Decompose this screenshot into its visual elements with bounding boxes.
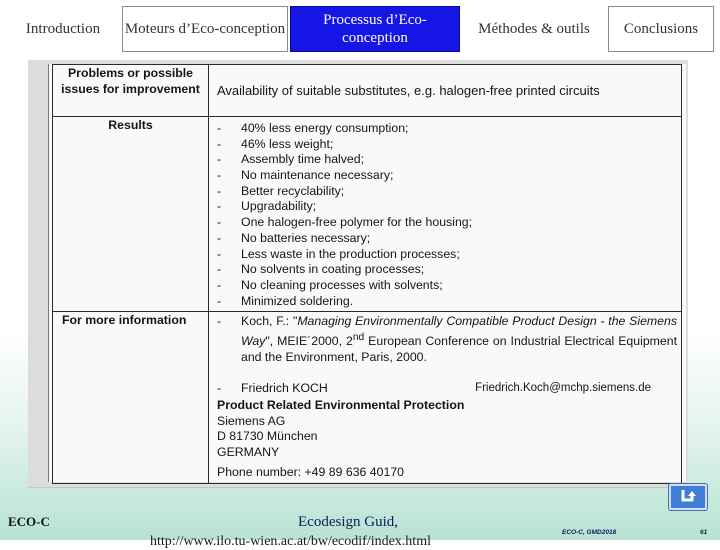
more-info-cell <box>209 312 682 483</box>
nav-conclusions[interactable]: Conclusions <box>608 6 714 52</box>
address-city: D 81730 München <box>217 429 318 444</box>
nav-methodes[interactable]: Méthodes & outils <box>478 21 590 37</box>
results-cell <box>209 117 682 312</box>
list-item: - No cleaning processes with solvents; <box>217 278 677 294</box>
list-item: - Better recyclability; <box>217 184 677 200</box>
list-item: - No solvents in coating processes; <box>217 262 677 278</box>
footer-logo-text: ECO-C <box>8 514 50 529</box>
contact-email: Friedrich.Koch@mchp.siemens.de <box>475 381 651 394</box>
contact-name: Friedrich KOCH <box>241 380 328 395</box>
list-item: - 46% less weight; <box>217 137 677 153</box>
reference-title: Managing Environmentally Compatible Product Design - the Siemens Way <box>241 314 678 349</box>
footer-source-url[interactable]: http://www.ilo.tu-wien.ac.at/bw/ecodif/index.html <box>150 534 431 549</box>
contact-address <box>217 398 677 481</box>
footer-source-title: Ecodesign Guid, <box>298 514 398 530</box>
results-list <box>217 119 677 309</box>
reference-citation: - Koch, F.: "Managing Environmentally Compatible Product Design - the Siemens Way", MEIE´2000, 2nd European Conference on Industrial Electrical Equipment and the Environment, Paris, 2000. <box>217 314 677 365</box>
nav-moteurs[interactable]: Moteurs d’Eco-conception <box>122 6 288 52</box>
address-company: Siemens AG <box>217 413 286 428</box>
return-button[interactable] <box>669 484 707 510</box>
list-item: - No maintenance necessary; <box>217 168 677 184</box>
contact-line <box>217 380 677 396</box>
address-country: GERMANY <box>217 445 280 460</box>
list-item: - Minimized soldering. <box>217 294 677 310</box>
list-item: - No batteries necessary; <box>217 231 677 247</box>
more-info-label: For more information <box>53 312 209 483</box>
nav-processus[interactable]: Processus d’Eco-conception <box>290 6 460 52</box>
list-item: - Less waste in the production processes; <box>217 247 677 263</box>
list-item: - Assembly time halved; <box>217 152 677 168</box>
results-label: Results <box>53 117 209 312</box>
page-number: 61 <box>700 529 708 536</box>
table-row <box>53 312 682 483</box>
problems-label: Problems or possible issues for improvement <box>53 65 209 117</box>
table-row <box>53 117 682 312</box>
return-arrow-icon <box>678 488 698 506</box>
list-item: - 40% less energy consumption; <box>217 121 677 137</box>
address-heading: Product Related Environmental Protection <box>217 397 465 412</box>
footer-copyright: ECO-C, GMD2018 <box>562 529 617 536</box>
problems-value: Availability of suitable substitutes, e.g. halogen-free printed circuits <box>209 65 682 117</box>
case-study-table <box>52 64 682 484</box>
list-item: - Upgradability; <box>217 199 677 215</box>
list-item: - One halogen-free polymer for the housing; <box>217 215 677 231</box>
table-row <box>53 65 682 117</box>
address-phone: Phone number: +49 89 636 40170 <box>217 464 404 479</box>
nav-introduction[interactable]: Introduction <box>25 21 101 37</box>
